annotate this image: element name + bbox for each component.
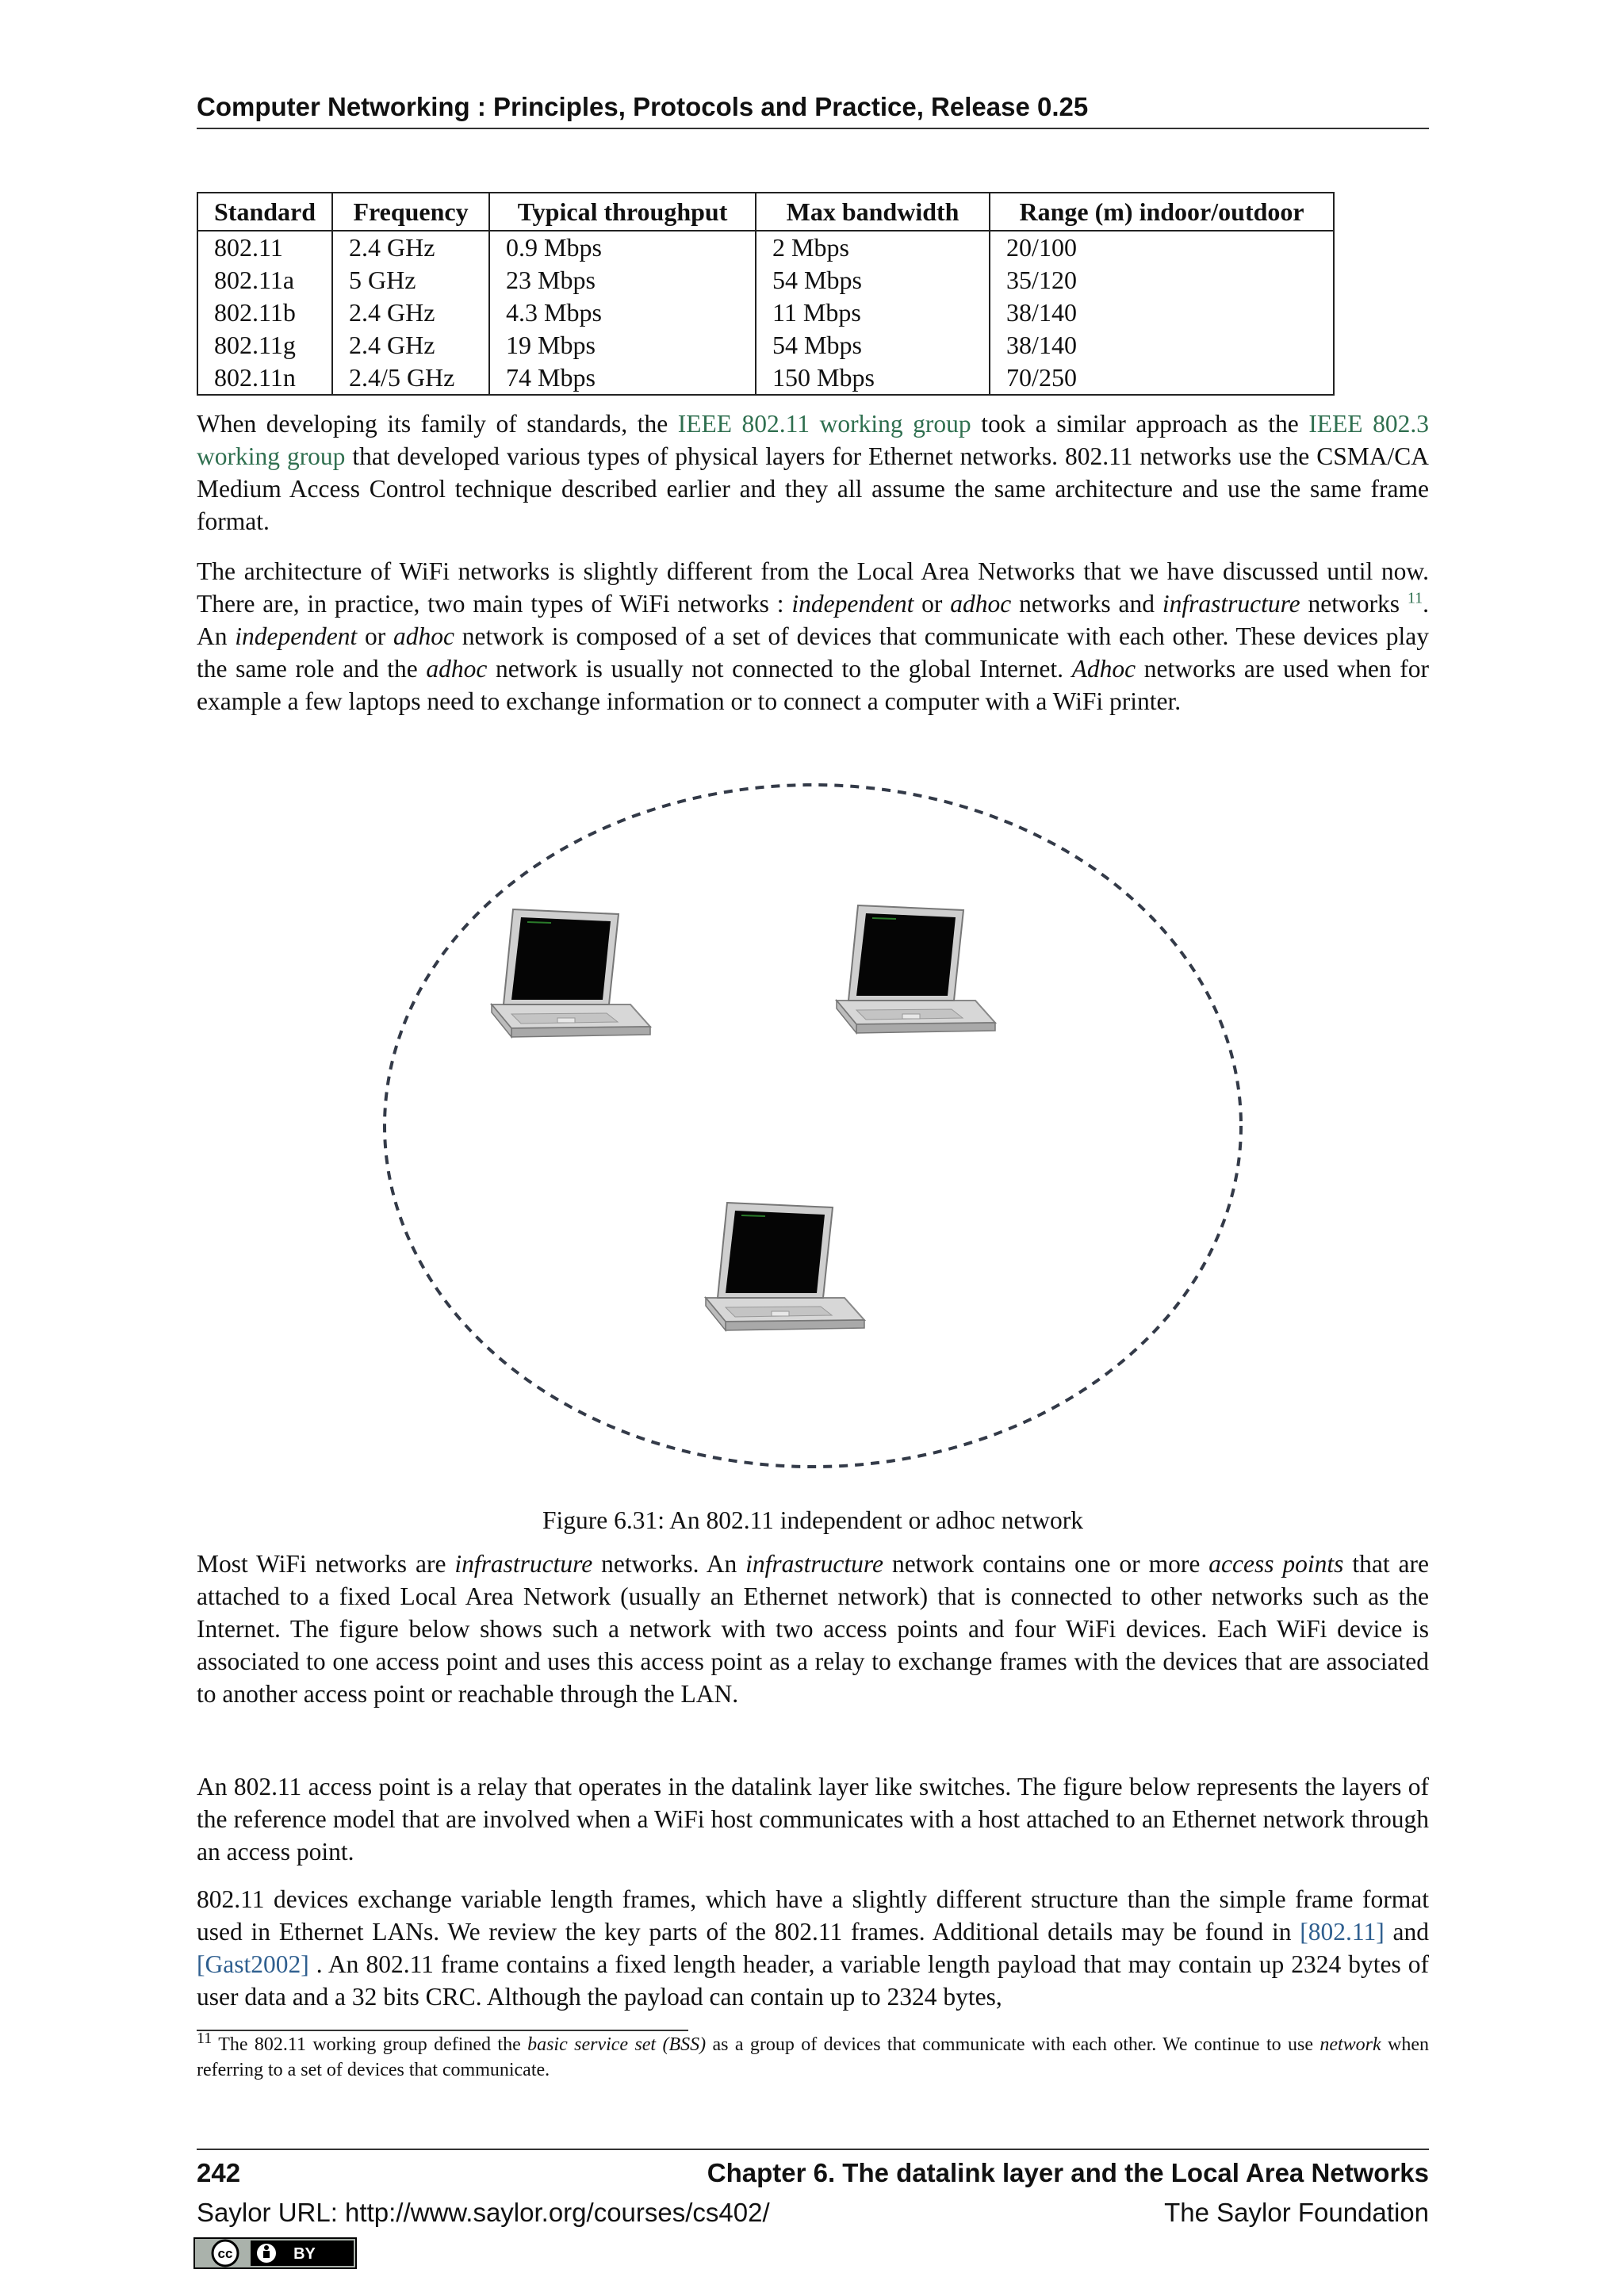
table-row	[197, 297, 1334, 329]
text-run: networks	[1300, 590, 1408, 618]
text-run: and	[1384, 1918, 1430, 1946]
text-run: as a group of devices that communicate with each other. We continue to use	[706, 2034, 1320, 2055]
italic-term: access points	[1208, 1550, 1344, 1578]
text-run: networks and	[1011, 590, 1162, 618]
header-rule	[197, 128, 1429, 129]
table-cell: 2 Mbps	[756, 231, 990, 264]
footer-rule	[197, 2149, 1429, 2150]
text-run: networks are used when for example a few laptops need to exchange information or to connect a computer with a WiFi printer.	[197, 655, 1429, 715]
table-cell: 4.3 Mbps	[489, 297, 756, 329]
italic-term: network	[1320, 2034, 1381, 2055]
wifi-standards-table	[197, 192, 1335, 396]
footnote-number: 11	[197, 2030, 213, 2047]
footnote-rule	[197, 2030, 688, 2031]
table-header-cell: Frequency	[332, 193, 489, 231]
paragraph-access-point: An 802.11 access point is a relay that operates in the datalink layer like switches. The figure below represents the layers of the reference model that are involved when a WiFi host communicates with a host attached to an Ethernet network through an access point.	[197, 1773, 1429, 1866]
italic-term: adhoc	[393, 622, 454, 650]
text-run: that developed various types of physical layers for Ethernet networks. 802.11 networks use the CSMA/CA Medium Access Control technique described earlier and they all assume the same architecture and use the same frame format.	[197, 442, 1429, 535]
saylor-foundation: The Saylor Foundation	[1164, 2198, 1429, 2227]
cc-by-license-badge	[193, 2237, 357, 2269]
table-header-cell: Typical throughput	[489, 193, 756, 231]
italic-term: independent	[791, 590, 914, 618]
table-cell: 23 Mbps	[489, 264, 756, 297]
italic-term: infrastructure	[454, 1550, 593, 1578]
table-row	[197, 329, 1334, 362]
table-cell: 35/120	[990, 264, 1334, 297]
laptop-icon	[706, 1203, 864, 1330]
text-run: that are attached to a fixed Local Area Network (usually an Ethernet network) that is connected to other networks such as the Internet. The figure below shows such a network with two access points and four WiFi devices. Each WiFi device is associated to one access point and uses this access point as a relay to exchange frames with the devices that are associated to another access point or reachable through the LAN.	[197, 1550, 1429, 1708]
by-label: BY	[293, 2245, 316, 2263]
table-cell: 38/140	[990, 297, 1334, 329]
ieee-802-11-link[interactable]: IEEE 802.11 working group	[677, 410, 971, 438]
text-run: took a similar approach as the	[971, 410, 1309, 438]
table-cell: 2.4/5 GHz	[332, 362, 489, 395]
footnote-11	[197, 2032, 1429, 2083]
laptop-icon	[492, 909, 650, 1037]
running-header: Computer Networking : Principles, Protocols and Practice, Release 0.25	[197, 92, 1089, 121]
text-run: network is composed of a set of devices that communicate with each other. These devices play the same role and the	[197, 622, 1429, 683]
italic-term: independent	[235, 622, 358, 650]
table-row	[197, 264, 1334, 297]
cc-icon-label: cc	[217, 2246, 233, 2261]
table-cell: 54 Mbps	[756, 329, 990, 362]
table-row	[197, 362, 1334, 395]
table-cell: 2.4 GHz	[332, 231, 489, 264]
ieee-802-3-link[interactable]: IEEE 802.3 working group	[197, 410, 1429, 470]
table-header-row	[197, 193, 1334, 231]
laptop-icon	[837, 905, 995, 1033]
table-cell: 2.4 GHz	[332, 297, 489, 329]
chapter-title: Chapter 6. The datalink layer and the Local Area Networks	[707, 2158, 1429, 2187]
table-header-cell: Standard	[197, 193, 332, 231]
italic-term: adhoc	[426, 655, 488, 683]
table-cell: 802.11n	[197, 362, 332, 395]
text-run: when referring to a set of devices that communicate.	[197, 2034, 1430, 2080]
text-run: The architecture of WiFi networks is slightly different from the Local Area Networks that we have discussed until now. There are, in practice, two main types of WiFi networks :	[197, 557, 1429, 618]
paragraph-frames	[197, 1883, 1429, 2013]
paragraph-wifi-architecture	[197, 555, 1429, 718]
table-header-cell: Max bandwidth	[756, 193, 990, 231]
text-run: The 802.11 working group defined the	[212, 2034, 528, 2055]
table-cell: 38/140	[990, 329, 1334, 362]
table-cell: 0.9 Mbps	[489, 231, 756, 264]
table-cell: 802.11g	[197, 329, 332, 362]
table-cell: 74 Mbps	[489, 362, 756, 395]
citation-802-11-link[interactable]: [802.11]	[1300, 1918, 1385, 1946]
table-header-cell: Range (m) indoor/outdoor	[990, 193, 1334, 231]
table-cell: 54 Mbps	[756, 264, 990, 297]
italic-term: Adhoc	[1071, 655, 1136, 683]
table-cell: 11 Mbps	[756, 297, 990, 329]
italic-term: adhoc	[950, 590, 1012, 618]
text-run: network is usually not connected to the global Internet.	[487, 655, 1072, 683]
table-cell: 70/250	[990, 362, 1334, 395]
text-run: 802.11 devices exchange variable length frames, which have a slightly different structure than the simple frame format used in Ethernet LANs. We review the key parts of the 802.11 frames. Additional details may be found in	[197, 1885, 1429, 1946]
text-run: or	[357, 622, 394, 650]
table-cell: 2.4 GHz	[332, 329, 489, 362]
italic-term: infrastructure	[1162, 590, 1300, 618]
footnote-ref-link[interactable]: 11	[1407, 589, 1423, 607]
text-run: Most WiFi networks are	[197, 1550, 455, 1578]
table-cell: 20/100	[990, 231, 1334, 264]
paragraph-infrastructure-networks	[197, 1548, 1429, 1710]
table-cell: 5 GHz	[332, 264, 489, 297]
text-run: networks. An	[592, 1550, 746, 1578]
table-cell: 150 Mbps	[756, 362, 990, 395]
saylor-url: Saylor URL: http://www.saylor.org/courses/cs402/	[197, 2198, 770, 2227]
table-cell: 802.11b	[197, 297, 332, 329]
italic-term: basic service set (BSS)	[527, 2034, 707, 2055]
text-run: When developing its family of standards, the	[197, 410, 678, 438]
text-run: network contains one or more	[883, 1550, 1209, 1578]
table-cell: 802.11a	[197, 264, 332, 297]
table-cell: 19 Mbps	[489, 329, 756, 362]
italic-term: infrastructure	[745, 1550, 883, 1578]
table-cell: 802.11	[197, 231, 332, 264]
figure-caption: Figure 6.31: An 802.11 independent or adhoc network	[542, 1506, 1084, 1534]
page-number: 242	[197, 2158, 241, 2187]
citation-gast2002-link[interactable]: [Gast2002]	[197, 1950, 309, 1978]
adhoc-network-figure	[373, 773, 1253, 1487]
paragraph-ieee-standards	[197, 408, 1429, 538]
table-row	[197, 231, 1334, 264]
adhoc-network-boundary	[385, 785, 1241, 1467]
text-run: . An 802.11 frame contains a fixed length header, a variable length payload that may contain up 2324 bytes of user data and a 32 bits CRC. Although the payload can contain up to 2324 bytes,	[197, 1950, 1429, 2011]
text-run: or	[914, 590, 951, 618]
text-run: . An	[197, 590, 1430, 650]
